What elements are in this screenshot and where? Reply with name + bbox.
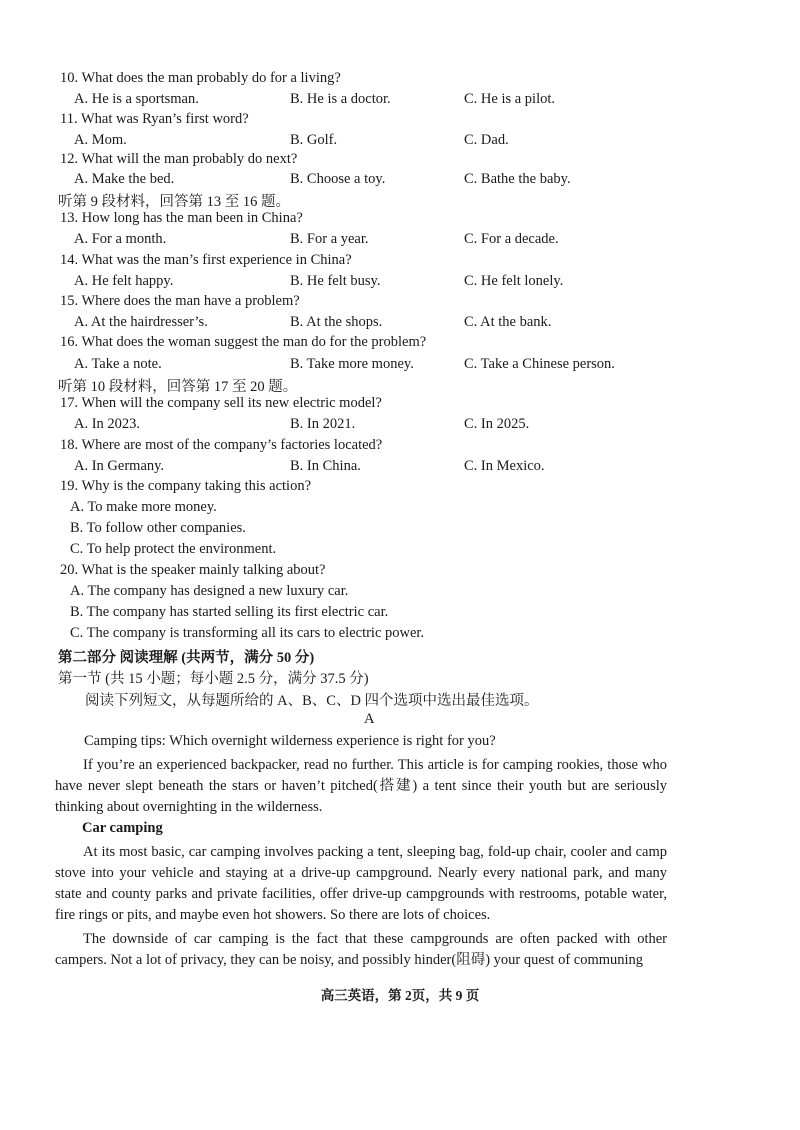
q20-option-c: C. The company is transforming all its cars to electric power. [70, 625, 425, 641]
q13-option-c: C. For a decade. [464, 231, 559, 247]
q12-option-a: A. Make the bed. [74, 171, 175, 187]
part2-directions: 阅读下列短文，从每题所给的 A、B、C、D 四个选项中选出最佳选项。 [85, 693, 539, 709]
q15-option-b: B. At the shops. [290, 314, 383, 330]
q13-option-b: B. For a year. [290, 231, 369, 247]
q14-option-a: A. He felt happy. [74, 273, 174, 289]
question-17: 17. When will the company sell its new electric model? [60, 395, 382, 411]
q17-option-a: A. In 2023. [74, 416, 141, 432]
question-16: 16. What does the woman suggest the man do for the problem? [60, 334, 427, 350]
q17-option-b: B. In 2021. [290, 416, 356, 432]
part2-title: 第二部分 阅读理解 (共两节，满分 50 分) [58, 650, 315, 666]
q15-option-a: A. At the hairdresser’s. [74, 314, 208, 330]
passage-paragraph-1: If you’re an experienced backpacker, read no further. This article is for camping rookies, those who have never slept beneath the stars or haven’t pitched(搭建) a tent since their youth but are seriously thinking about overnighting in the wilderness. [55, 757, 667, 815]
q11-option-c: C. Dad. [464, 132, 509, 148]
q15-option-c: C. At the bank. [464, 314, 552, 330]
passage-paragraph-2: At its most basic, car camping involves packing a tent, sleeping bag, fold-up chair, cooler and camp stove into your vehicle and staying at a drive-up campground. Nearly every national park, and many state and county parks and private facilities, offer drive-up campgrounds with restrooms, potable water, fire rings or pits, and maybe even hot showers. So there are lots of choices. [55, 844, 667, 923]
question-15: 15. Where does the man have a problem? [60, 293, 300, 309]
passage-label: A [364, 711, 375, 727]
q13-option-a: A. For a month. [74, 231, 167, 247]
q10-option-b: B. He is a doctor. [290, 91, 391, 107]
question-13: 13. How long has the man been in China? [60, 210, 303, 226]
passage-paragraph-3: The downside of car camping is the fact that these campgrounds are often packed with other campers. Not a lot of privacy, they can be noisy, and possibly hinder(阻碍) your quest of communing [55, 931, 667, 968]
passage-title: Camping tips: Which overnight wilderness experience is right for you? [84, 733, 496, 749]
q14-option-c: C. He felt lonely. [464, 273, 564, 289]
q18-option-b: B. In China. [290, 458, 361, 474]
q16-option-b: B. Take more money. [290, 356, 414, 372]
section-heading-car-camping: Car camping [82, 820, 163, 836]
instruction-section-10: 听第 10 段材料，回答第 17 至 20 题。 [58, 379, 298, 395]
q17-option-c: C. In 2025. [464, 416, 530, 432]
q12-option-c: C. Bathe the baby. [464, 171, 571, 187]
q18-option-a: A. In Germany. [74, 458, 165, 474]
instruction-section-9: 听第 9 段材料，回答第 13 至 16 题。 [58, 194, 290, 210]
question-12: 12. What will the man probably do next? [60, 151, 298, 167]
question-18: 18. Where are most of the company’s factories located? [60, 437, 383, 453]
q18-option-c: C. In Mexico. [464, 458, 545, 474]
q10-option-c: C. He is a pilot. [464, 91, 556, 107]
q19-option-c: C. To help protect the environment. [70, 541, 277, 557]
q16-option-c: C. Take a Chinese person. [464, 356, 615, 372]
q19-option-a: A. To make more money. [70, 499, 217, 515]
q20-option-b: B. The company has started selling its first electric car. [70, 604, 389, 620]
q11-option-a: A. Mom. [74, 132, 127, 148]
page-footer: 高三英语，第 2页，共 9 页 [320, 988, 480, 1003]
q14-option-b: B. He felt busy. [290, 273, 381, 289]
q12-option-b: B. Choose a toy. [290, 171, 386, 187]
q16-option-a: A. Take a note. [74, 356, 162, 372]
question-11: 11. What was Ryan’s first word? [60, 111, 249, 127]
q19-option-b: B. To follow other companies. [70, 520, 246, 536]
question-14: 14. What was the man’s first experience in China? [60, 252, 352, 268]
q11-option-b: B. Golf. [290, 132, 338, 148]
q10-option-a: A. He is a sportsman. [74, 91, 199, 107]
question-19: 19. Why is the company taking this action? [60, 478, 312, 494]
question-10: 10. What does the man probably do for a living? [60, 70, 341, 86]
q20-option-a: A. The company has designed a new luxury car. [70, 583, 349, 599]
part2-subtitle: 第一节 (共 15 小题；每小题 2.5 分，满分 37.5 分) [58, 671, 369, 687]
question-20: 20. What is the speaker mainly talking about? [60, 562, 326, 578]
